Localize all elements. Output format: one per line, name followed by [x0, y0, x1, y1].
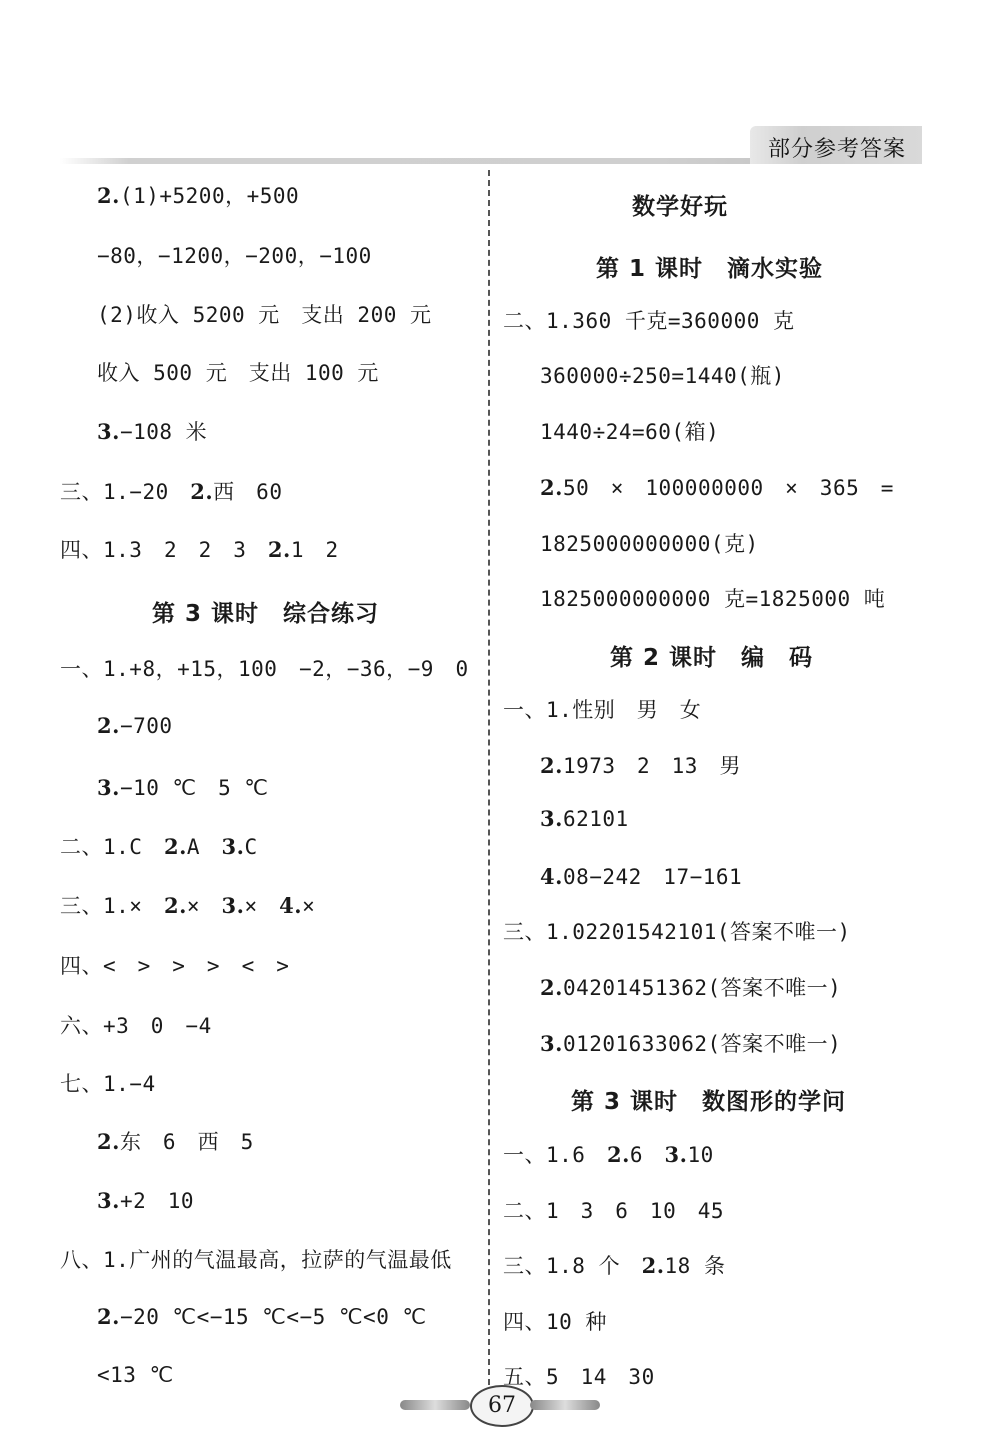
answer-line: 3.62101	[540, 806, 629, 831]
answer-line: 3.+2 10	[97, 1188, 195, 1213]
answer-line: 3.−10 ℃ 5 ℃	[97, 775, 269, 800]
answer-line: 五、5 14 30	[503, 1365, 655, 1389]
answer-line: (2)收入 5200 元 支出 200 元	[97, 303, 432, 327]
lesson-heading: 第 3 课时 综合练习	[152, 601, 380, 627]
answer-line: 四、< > > > < >	[60, 954, 290, 978]
answer-line: 2.50 × 100000000 × 365 =	[540, 475, 894, 500]
answer-line: 一、1.+8，+15，100 −2，−36，−9 0	[60, 657, 469, 681]
answer-line: −80，−1200，−200，−100	[97, 244, 372, 268]
answer-line: 2.1973 2 13 男	[540, 753, 741, 778]
answer-line: 二、1.C 2.A 3.C	[60, 834, 258, 859]
answer-line: 3.−108 米	[97, 419, 208, 444]
lesson-heading: 第 1 课时 滴水实验	[596, 256, 824, 282]
answer-line: 三、1.8 个 2.18 条	[503, 1253, 726, 1278]
answer-line: 一、1.6 2.6 3.10	[503, 1142, 714, 1167]
answer-line: 2.(1)+5200，+500	[97, 183, 300, 208]
answer-line: 七、1.−4	[60, 1072, 156, 1096]
page-number: 67	[470, 1385, 534, 1427]
answer-line: 三、1.02201542101(答案不唯一)	[503, 920, 851, 944]
answer-line: 二、1 3 6 10 45	[503, 1199, 725, 1223]
answer-line: 八、1.广州的气温最高，拉萨的气温最低	[60, 1248, 452, 1272]
lesson-heading: 第 3 课时 数图形的学问	[571, 1089, 847, 1115]
answer-line: 四、1.3 2 2 3 2.1 2	[60, 537, 339, 562]
lesson-heading: 第 2 课时 编 码	[610, 645, 814, 671]
footer-ornament-left	[400, 1400, 470, 1410]
answer-line: 1825000000000 克=1825000 吨	[540, 587, 886, 611]
answer-line: 三、1.−20 2.西 60	[60, 479, 283, 504]
answer-line: <13 ℃	[97, 1363, 174, 1387]
answer-line: 2.−20 ℃<−15 ℃<−5 ℃<0 ℃	[97, 1304, 427, 1329]
answer-line: 三、1.× 2.× 3.× 4.×	[60, 893, 316, 918]
page-footer	[400, 1385, 600, 1425]
answer-line: 4.08−242 17−161	[540, 864, 743, 889]
footer-ornament-right	[530, 1400, 600, 1410]
answer-line: 二、1.360 千克=360000 克	[503, 309, 795, 333]
answer-line: 3.01201633062(答案不唯一)	[540, 1031, 842, 1056]
section-tab	[750, 126, 922, 164]
answer-line: 一、1.性别 男 女	[503, 698, 702, 722]
answer-line: 1440÷24=60(箱)	[540, 420, 720, 444]
answer-line: 四、10 种	[503, 1310, 607, 1334]
column-divider	[488, 170, 490, 1405]
answer-line: 1825000000000(克)	[540, 532, 759, 556]
answer-line: 2.−700	[97, 713, 173, 738]
section-tab-label: 部分参考答案	[768, 137, 907, 162]
answer-line: 2.04201451362(答案不唯一)	[540, 975, 842, 1000]
answer-line: 360000÷250=1440(瓶)	[540, 364, 785, 388]
answer-line: 六、+3 0 −4	[60, 1014, 212, 1038]
answer-line: 收入 500 元 支出 100 元	[97, 361, 379, 385]
answer-line: 2.东 6 西 5	[97, 1129, 254, 1154]
section-title: 数学好玩	[632, 194, 728, 220]
